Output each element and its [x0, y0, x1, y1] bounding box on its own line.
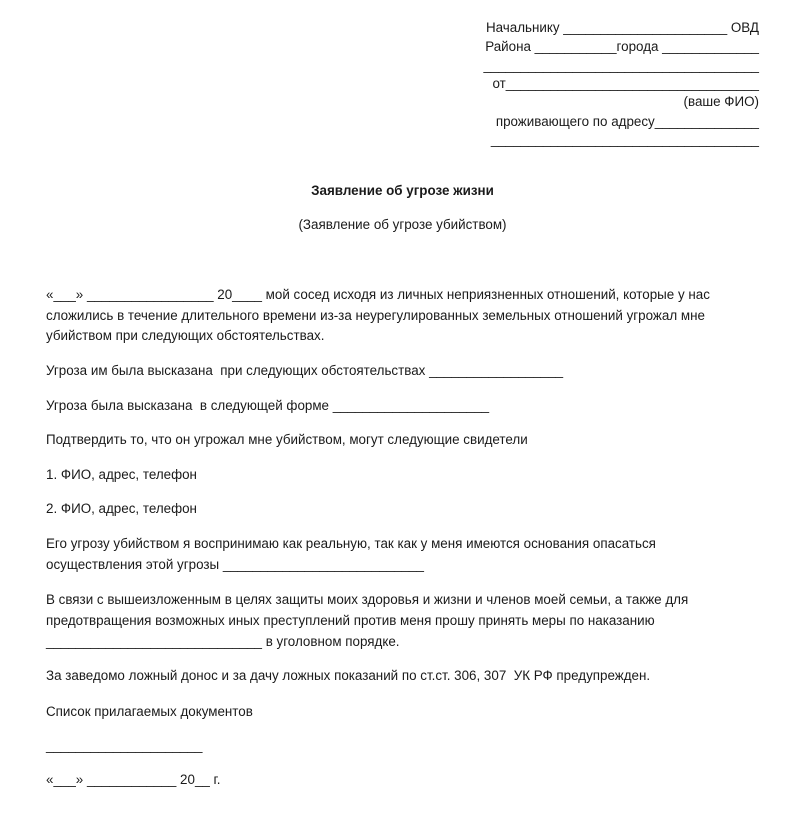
- document-subtitle: (Заявление об угрозе убийством): [298, 217, 507, 232]
- paragraph-2: Угроза им была высказана при следующих обстоятельствах __________________: [46, 363, 564, 378]
- header-district: Района ___________города _____________: [485, 39, 759, 54]
- header-fio-hint: (ваше ФИО): [683, 94, 759, 109]
- header-to-chief: Начальнику ______________________ ОВД: [485, 20, 759, 35]
- header-address-line: ____________________________________: [490, 132, 759, 147]
- attachments-line: _____________________: [46, 738, 203, 753]
- attachments-heading: Список прилагаемых документов: [46, 704, 253, 719]
- paragraph-5-line-2: осуществления этой угрозы ___________________________: [46, 557, 424, 572]
- header-blank-line: _____________________________________: [483, 58, 759, 73]
- header-from: от__________________________________: [492, 76, 759, 91]
- paragraph-5-line-1: Его угрозу убийством я воспринимаю как реальную, так как у меня имеются основания опасаться: [46, 536, 656, 551]
- paragraph-1-line-3: убийством при следующих обстоятельствах.: [46, 328, 325, 343]
- paragraph-1-line-1: «___» _________________ 20____ мой сосед исходя из личных неприязненных отношений, которые у нас: [46, 287, 710, 302]
- witness-2: 2. ФИО, адрес, телефон: [46, 501, 197, 516]
- paragraph-7: За заведомо ложный донос и за дачу ложных показаний по ст.ст. 306, 307 УК РФ предупрежден.: [46, 668, 651, 683]
- paragraph-6-line-3: _____________________________ в уголовном порядке.: [46, 634, 400, 649]
- paragraph-3: Угроза была высказана в следующей форме _____________________: [46, 398, 490, 413]
- paragraph-6-line-1: В связи с вышеизложенным в целях защиты моих здоровья и жизни и членов моей семьи, а также для: [46, 592, 689, 607]
- witness-1: 1. ФИО, адрес, телефон: [46, 467, 197, 482]
- date-signature-line: «___» ____________ 20__ г.: [46, 772, 221, 787]
- header-address: проживающего по адресу______________: [495, 114, 759, 129]
- paragraph-4: Подтвердить то, что он угрожал мне убийством, могут следующие свидетели: [46, 432, 528, 447]
- paragraph-1-line-2: сложились в течение длительного времени из-за неурегулированных земельных отношений угрожал мне: [46, 308, 705, 323]
- paragraph-6-line-2: предотвращения возможных иных преступлений против меня прошу принять меры по наказанию: [46, 613, 655, 628]
- document-title: Заявление об угрозе жизни: [311, 183, 494, 198]
